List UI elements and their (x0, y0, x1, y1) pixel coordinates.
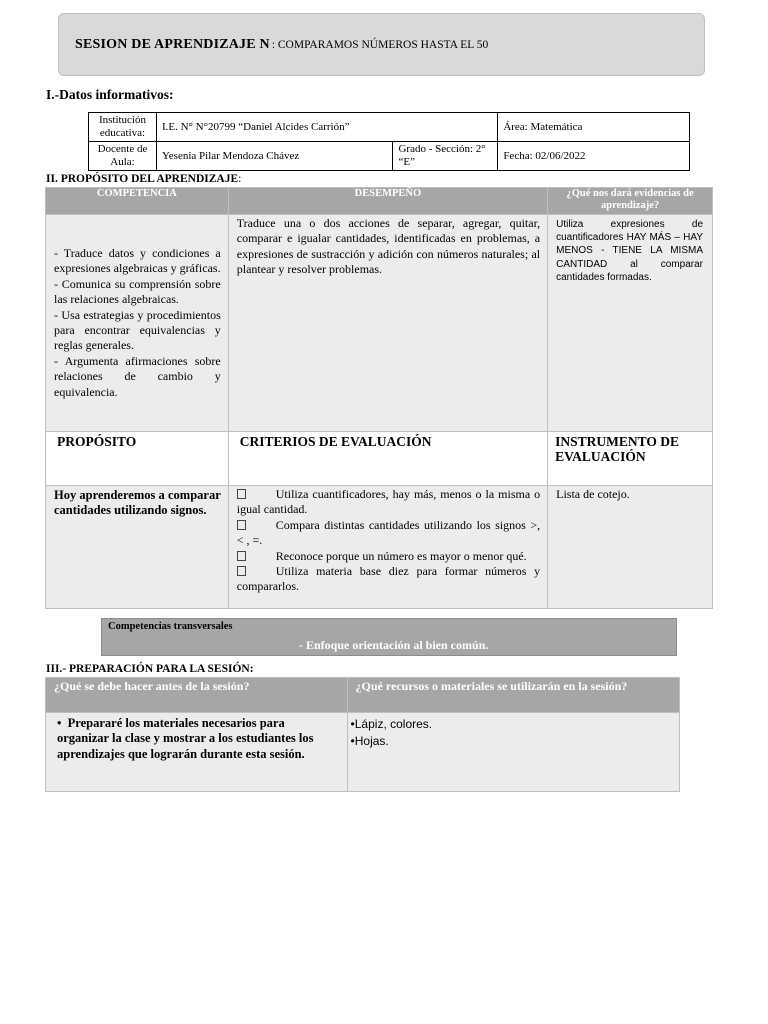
bullet-icon: • (350, 733, 355, 748)
bullet-icon: • (57, 716, 68, 730)
criterio-item (237, 564, 540, 595)
before-text: Prepararé los materiales necesarios para organizar la clase y mostrar a los estudiantes los aprendizajes que lograrán durante esta sesión. (57, 716, 314, 761)
section-2-label: II. PROPÓSITO DEL APRENDIZAJE (46, 173, 239, 185)
criterio-text: Utiliza materia base diez para formar números y compararlos. (236, 564, 541, 594)
proposito-cell (46, 486, 229, 609)
purpose-table (45, 187, 713, 609)
checkbox-icon (237, 551, 246, 561)
session-subtitle: : COMPARAMOS NÚMEROS HASTA EL 50 (271, 38, 489, 51)
desempeno-cell (228, 215, 547, 432)
transversal-title: Competencias transversales (108, 621, 233, 632)
transversal-enfoque: - Enfoque orientación al bien común. (299, 638, 489, 652)
resource-item (351, 733, 676, 750)
col-before: ¿Qué se debe hacer antes de la sesión? (46, 678, 348, 713)
proposito-text: Hoy aprenderemos a comparar cantidades utilizando signos. (54, 488, 221, 518)
criterio-text: Reconoce porque un número es mayor o menor qué. (275, 548, 527, 563)
criterios-header-cell (228, 432, 547, 486)
before-item (47, 714, 346, 762)
proposito-header-cell (46, 432, 229, 486)
info-table (88, 112, 690, 171)
evidencias-cell (548, 215, 713, 432)
institution-value: I.E. N° N°20799 “Daniel Alcides Carrión” (156, 113, 497, 142)
title-banner (58, 13, 705, 76)
checkbox-icon (237, 566, 246, 576)
competencia-item: - Argumenta afirmaciones sobre relaciones de cambio y equivalencia. (54, 353, 221, 399)
date-value: Fecha: 02/06/2022 (498, 142, 690, 171)
col-criterios: CRITERIOS DE EVALUACIÓN (239, 434, 432, 449)
instrumento-cell (548, 486, 713, 609)
teacher-value: Yesenia Pilar Mendoza Chávez (156, 142, 393, 171)
competencia-item: - Traduce datos y condiciones a expresiones algebraicas y gráficas. (54, 246, 221, 276)
criterio-item (237, 549, 540, 564)
bullet-icon: • (350, 717, 355, 731)
resource-text: Lápiz, colores. (354, 717, 433, 731)
col-instrumento: INSTRUMENTO DE EVALUACIÓN (555, 434, 680, 464)
criterio-text: Utiliza cuantificadores, hay más, menos o la misma o igual cantidad. (236, 487, 541, 517)
resources-cell (347, 713, 679, 792)
area-value: Área: Matemática (498, 113, 690, 142)
grade-value: Grado - Sección: 2° “E” (393, 142, 498, 171)
criterio-text: Compara distintas cantidades utilizando los signos >, < , =. (236, 517, 541, 548)
section-2-title (46, 173, 241, 185)
checkbox-icon (237, 489, 246, 499)
transversal-box (101, 618, 677, 656)
resource-text: Hojas. (354, 733, 389, 748)
competencia-item: - Comunica su comprensión sobre las relaciones algebraicas. (54, 276, 221, 307)
section-1-title: I.-Datos informativos: (46, 87, 174, 102)
col-evidencias: ¿Qué nos dará evidencias de aprendizaje? (548, 188, 713, 215)
resource-item (351, 716, 676, 733)
col-competencia: COMPETENCIA (46, 188, 229, 215)
competencia-item: - Usa estrategias y procedimientos para encontrar equivalencias y reglas generales. (54, 307, 221, 353)
col-desempeno: DESEMPEÑO (228, 188, 547, 215)
section-2-colon: : (238, 173, 242, 185)
criterio-item (237, 487, 540, 518)
competencias-cell (46, 215, 229, 432)
section-3-title: III.- PREPARACIÓN PARA LA SESIÓN: (46, 663, 254, 675)
before-cell (46, 713, 348, 792)
prep-table (45, 677, 680, 792)
desempeno-text: Traduce una o dos acciones de separar, agregar, quitar, comparar e igualar cantidades, identificadas en problemas, a expresiones de sustracción y adición con números naturales; al plantear y resolver problemas. (236, 216, 541, 277)
instrumento-text: Lista de cotejo. (556, 487, 630, 501)
teacher-label: Docente de Aula: (89, 142, 157, 171)
col-resources: ¿Qué recursos o materiales se utilizarán en la sesión? (347, 678, 679, 713)
evidencias-text: Utiliza expresiones de cuantificadores HAY MÁS – HAY MENOS - TIENE LA MISMA CANTIDAD al comparar cantidades formadas. (556, 219, 703, 283)
col-proposito: PROPÓSITO (57, 434, 137, 449)
instrumento-header-cell (548, 432, 713, 486)
criterios-cell (228, 486, 547, 609)
criterio-item (237, 518, 540, 549)
institution-label: Institución educativa: (89, 113, 157, 142)
session-title: SESION DE APRENDIZAJE N (75, 36, 270, 52)
checkbox-icon (237, 520, 246, 530)
